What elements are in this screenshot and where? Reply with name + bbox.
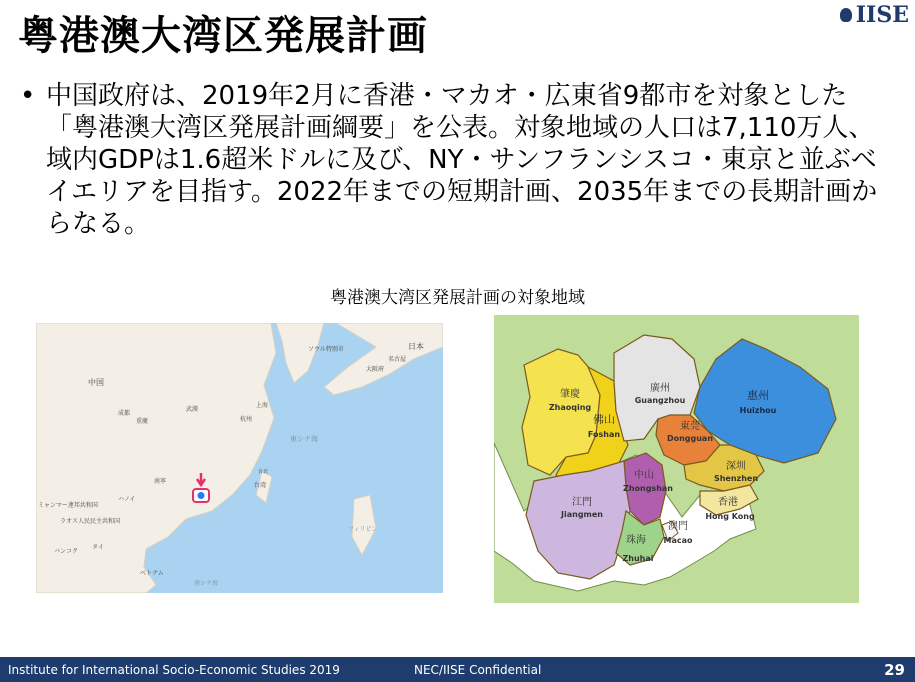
- slide-title: 粤港澳大湾区発展計画: [18, 13, 428, 59]
- label-shenzhen-zh: 深圳: [726, 461, 746, 472]
- label-zhuhai-zh: 珠海: [626, 535, 646, 546]
- label-huizhou-zh: 惠州: [747, 389, 769, 402]
- label-chengdu: 成都: [118, 410, 131, 417]
- label-guangzhou-zh: 廣州: [650, 383, 670, 394]
- label-shanghai: 上海: [256, 402, 269, 409]
- logo-mark-icon: [840, 8, 852, 22]
- label-laos: ラオス人民民主共和国: [60, 518, 120, 525]
- location-marker-icon: [198, 492, 205, 499]
- label-myanmar: ミャンマー連邦共和国: [38, 502, 98, 509]
- label-hong-kong-zh: 香港: [718, 497, 738, 508]
- label-south-china-sea: 南シナ海: [194, 580, 219, 587]
- label-bangkok: バンコク: [54, 548, 79, 555]
- label-jiangmen-en: Jiangmen: [561, 510, 603, 519]
- label-hong-kong-en: Hong Kong: [705, 512, 755, 521]
- label-taiwan: 台湾: [254, 482, 267, 489]
- label-seoul: ソウル特別市: [308, 346, 344, 353]
- label-hanoi: ハノイ: [118, 496, 136, 503]
- label-dongguan-en: Dongguan: [666, 434, 714, 443]
- label-zhaoqing-en: Zhaoqing: [548, 403, 592, 412]
- label-thailand: タイ: [92, 544, 104, 551]
- label-foshan-en: Foshan: [587, 430, 621, 439]
- label-zhuhai-en: Zhuhai: [622, 554, 654, 563]
- label-zhongshan-en: Zhongshan: [623, 484, 673, 493]
- label-guangzhou-en: Guangzhou: [634, 396, 686, 405]
- label-philippines: フィリピン: [348, 526, 378, 533]
- label-chongqing: 重慶: [136, 418, 149, 425]
- bullet-item: [20, 80, 900, 240]
- greater-bay-area-map-svg: [494, 315, 859, 603]
- footer-organization: Institute for International Socio-Economic Studies 2019: [8, 663, 340, 677]
- label-china: 中国: [88, 378, 104, 387]
- label-osaka: 大阪府: [366, 366, 385, 373]
- iise-logo: [840, 2, 909, 28]
- label-jiangmen-zh: 江門: [572, 497, 592, 508]
- east-asia-map: [36, 323, 443, 593]
- label-wuhan: 武漢: [186, 406, 199, 413]
- logo-text: IISE: [855, 2, 909, 28]
- greater-bay-area-map: [494, 315, 859, 603]
- label-hangzhou: 杭州: [240, 416, 253, 423]
- label-vietnam: ベトナム: [140, 570, 164, 577]
- footer-confidential: NEC/IISE Confidential: [414, 663, 542, 677]
- label-huizhou-en: Huizhou: [739, 406, 777, 415]
- label-zhongshan-zh: 中山: [634, 470, 654, 481]
- bullet-text: 中国政府は、2019年2月に香港・マカオ・広東省9都市を対象とした「粤港澳大湾区発展計画綱要」を公表。対象地域の人口は7,110万人、域内GDPは1.6超米ドルに及び、NY・サンフランシスコ・東京と並ぶベイエリアを目指す。2022年までの短期計画、2035年までの長期計画からなる。: [46, 81, 878, 239]
- label-shenzhen-en: Shenzhen: [713, 474, 759, 483]
- label-nagoya: 名古屋: [388, 356, 407, 363]
- label-east-china-sea: 東シナ海: [290, 435, 318, 443]
- east-asia-map-svg: [36, 323, 443, 593]
- label-nanning: 南寧: [154, 478, 167, 485]
- label-japan: 日本: [408, 342, 424, 351]
- figure-caption: 粤港澳大湾区発展計画の対象地域: [330, 288, 585, 308]
- bullet-dot-icon: •: [20, 81, 36, 111]
- label-macao-zh: 澳門: [668, 521, 688, 532]
- label-macao-en: Macao: [663, 536, 693, 545]
- label-taipei: 台北: [258, 469, 269, 475]
- footer-bar: [0, 657, 915, 682]
- label-foshan-zh: 佛山: [593, 413, 615, 426]
- label-zhaoqing-zh: 肇慶: [560, 389, 580, 400]
- page-number: 29: [884, 661, 905, 679]
- label-dongguan-zh: 東莞: [680, 421, 700, 432]
